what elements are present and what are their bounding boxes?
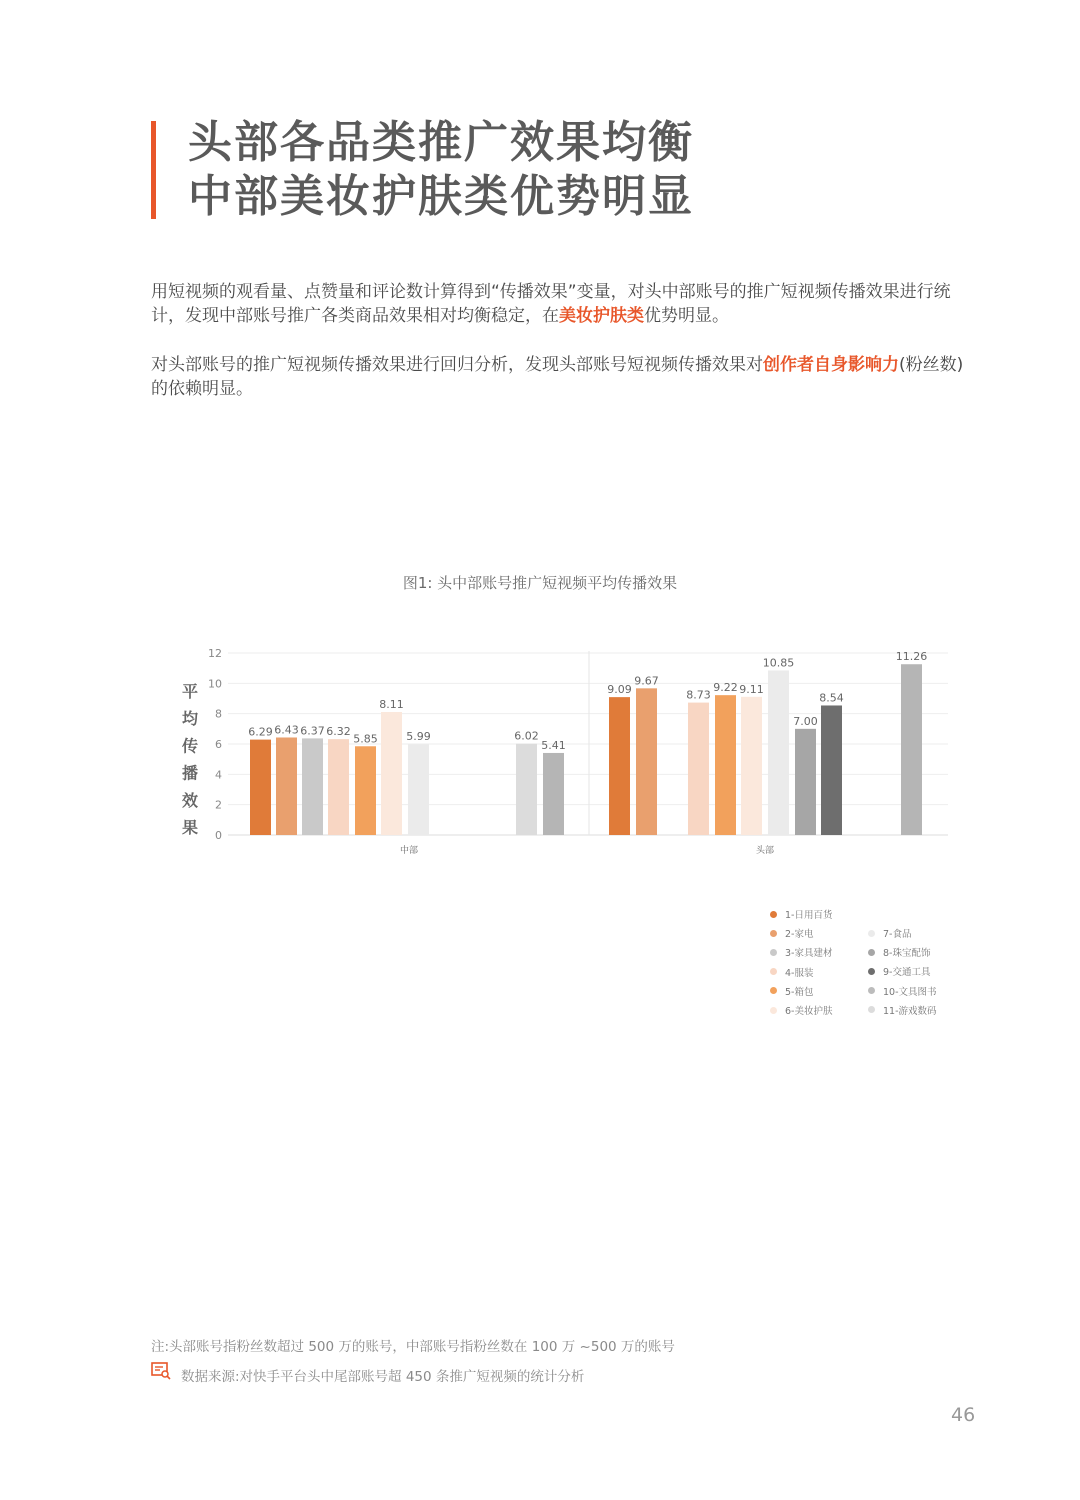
legend-item [868,1003,937,1017]
bar-value-label: 6.43 [274,723,299,737]
y-tick-label: 10 [208,677,222,691]
legend-swatch [770,949,777,956]
bar [355,746,376,835]
y-tick-label: 4 [215,768,222,782]
legend-label: 1-日用百货 [785,910,833,921]
bar [688,703,709,835]
bar-value-label: 5.41 [541,738,566,752]
page-title-line-2: 中部美妆护肤类优势明显 [188,171,694,222]
legend-item [868,945,930,959]
y-axis-label-char: 均 [181,709,199,729]
legend-label: 7-食品 [883,929,912,940]
legend-label: 11-游戏数码 [883,1005,937,1017]
chart-title: 图1: 头中部账号推广短视频平均传播效果 [402,574,678,592]
bar-value-label: 6.29 [248,725,273,739]
legend-swatch [868,1006,875,1013]
bar-value-label: 9.09 [607,683,632,697]
y-tick-label: 12 [208,647,222,660]
legend-swatch [770,911,777,918]
p1-text-b: 优势明显。 [644,306,729,326]
bar [741,697,762,835]
legend-item [770,907,832,921]
p2-text-a: 对头部账号的推广短视频传播效果进行回归分析，发现头部账号短视频传播效果对 [151,355,763,375]
legend-swatch [770,987,777,994]
bar [715,695,736,835]
bar-value-label: 10.85 [762,656,795,670]
bar-value-label: 8.73 [686,688,711,702]
legend-item [770,965,813,979]
y-tick-label: 6 [215,738,222,751]
bar-value-label: 8.11 [379,697,404,711]
legend-item [770,945,832,959]
legend-label: 9-交通工具 [883,967,931,979]
p1-text-a: 用短视频的观看量、点赞量和评论数计算得到“传播效果”变量，对头中部账号的推广短视频传播效果进行统计，发现中部账号推广各类商品效果相对均衡稳定，在 [151,282,951,326]
bar-value-label: 7.00 [793,714,818,728]
legend-item [770,984,813,998]
legend-swatch [868,968,875,975]
bar [381,712,402,835]
bar [901,664,922,835]
bar-value-label: 6.32 [326,725,351,739]
p2-highlight: 创作者自身影响力 [763,355,899,375]
bar [795,729,816,835]
bar-value-label: 9.11 [739,682,764,696]
y-axis-label-char: 传 [181,736,199,756]
data-source-text: 数据来源:对快手平台头中尾部账号超 450 条推广短视频的统计分析 [181,1369,585,1385]
footnote: 注:头部账号指粉丝数超过 500 万的账号，中部账号指粉丝数在 100 万 ~500 万的账号 [151,1339,675,1355]
legend-label: 5-箱包 [785,986,814,998]
legend-label: 10-文具图书 [883,986,937,998]
data-source-icon [151,1362,171,1380]
legend-item [770,1003,832,1017]
legend-swatch [868,987,875,994]
page-title-line-1: 头部各品类推广效果均衡 [188,117,694,168]
bar [276,737,297,835]
bar [821,705,842,835]
y-axis-label-char: 效 [181,790,199,810]
legend-item [868,984,937,998]
p2-text-b: (粉丝数)的依赖明显。 [151,355,964,399]
legend-swatch [770,930,777,937]
bar [250,740,271,835]
legend-label: 2-家电 [785,929,814,941]
y-tick-label: 0 [215,829,222,842]
bar [609,697,630,835]
y-tick-label: 8 [215,707,222,721]
bar-value-label: 5.85 [353,732,378,746]
page-number: 46 [951,1404,976,1426]
bar [516,744,537,835]
x-group-label: 中部 [399,846,419,856]
bar-value-label: 5.99 [406,730,431,744]
legend-swatch [770,968,777,975]
legend-label: 6-美妆护肤 [785,1006,833,1017]
bar-value-label: 9.22 [713,681,738,695]
legend-swatch [868,949,875,956]
bar [768,670,789,835]
bar-value-label: 8.54 [819,691,844,705]
bar [636,688,657,835]
y-axis-label-char: 果 [181,818,199,837]
p1-highlight: 美妆护肤类 [559,306,644,326]
y-tick-label: 2 [215,798,222,812]
bar [408,744,429,835]
y-axis-label-char: 播 [181,763,199,783]
legend-swatch [770,1007,777,1014]
legend-item [770,926,813,940]
bar-value-label: 6.37 [300,724,325,738]
legend-swatch [868,930,875,937]
bar [302,738,323,835]
bar-value-label: 9.67 [634,674,659,688]
legend-item [868,926,911,940]
bar [543,753,564,835]
x-group-label: 头部 [755,846,775,856]
legend-label: 3-家具建材 [785,948,833,960]
bar-value-label: 6.02 [514,729,539,743]
y-axis-label-char: 平 [181,682,199,701]
bar [328,739,349,835]
legend-label: 8-珠宝配饰 [883,948,931,960]
bar-value-label: 11.26 [895,650,928,664]
legend-label: 4-服装 [785,967,814,979]
legend-item [868,964,930,978]
